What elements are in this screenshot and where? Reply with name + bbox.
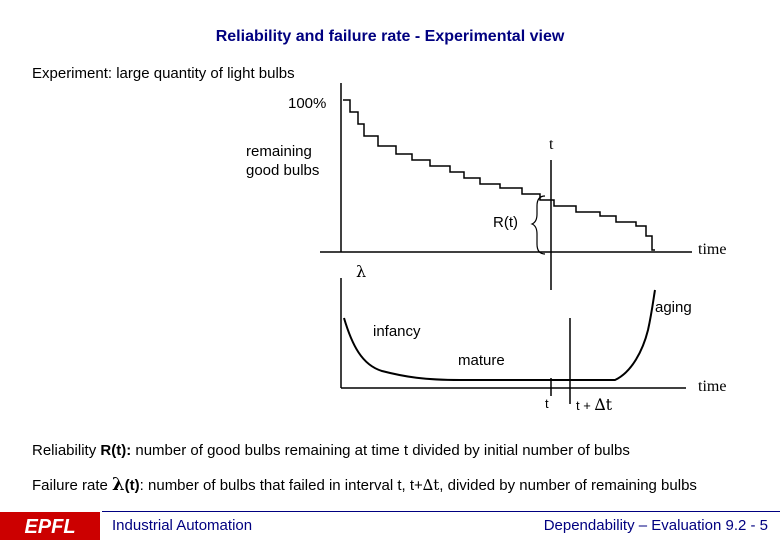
footer-page: Dependability – Evaluation 9.2 - 5 xyxy=(543,517,768,534)
reliability-prefix: Reliability xyxy=(32,442,97,459)
upper-x-label: time xyxy=(698,241,727,258)
failure-lambda: λ xyxy=(112,474,125,495)
failure-text-b: , divided by number of remaining bulbs xyxy=(439,477,697,494)
reliability-text: number of good bulbs remaining at time t divided by initial number of bulbs xyxy=(131,442,630,459)
r-label: R(t) xyxy=(493,214,518,231)
y-label-line2: good bulbs xyxy=(246,162,320,179)
delta-t-text: ∆t xyxy=(594,395,613,414)
lower-x-label: time xyxy=(698,378,727,395)
t-plus-label xyxy=(576,395,612,414)
y-top-label: 100% xyxy=(288,95,327,112)
mature-label: mature xyxy=(458,352,505,369)
r-brace xyxy=(532,196,545,254)
reliability-symbol: R(t): xyxy=(100,442,132,459)
footer-course: Industrial Automation xyxy=(112,517,253,534)
slide-title: Reliability and failure rate - Experimental view xyxy=(215,28,565,45)
t-marker-label: t xyxy=(549,136,554,153)
t-axis-label: t xyxy=(545,396,549,411)
t-plus-text: t + xyxy=(576,398,591,413)
failure-symbol: (t) xyxy=(124,477,140,494)
lambda-symbol: λ xyxy=(356,262,367,281)
aging-label: aging xyxy=(655,299,692,316)
failure-text-a: : number of bulbs that failed in interval t, t+ xyxy=(139,477,423,494)
y-label-line1: remaining xyxy=(246,143,312,160)
failure-prefix: Failure rate xyxy=(32,477,108,494)
footer-rule xyxy=(102,511,780,512)
experiment-intro: Experiment: large quantity of light bulbs xyxy=(32,65,295,82)
failure-rate-definition xyxy=(32,474,697,495)
failure-delta: ∆t xyxy=(422,476,440,494)
infancy-label: infancy xyxy=(373,323,421,340)
reliability-definition xyxy=(32,442,630,459)
epfl-logo-text: EPFL xyxy=(24,516,76,538)
